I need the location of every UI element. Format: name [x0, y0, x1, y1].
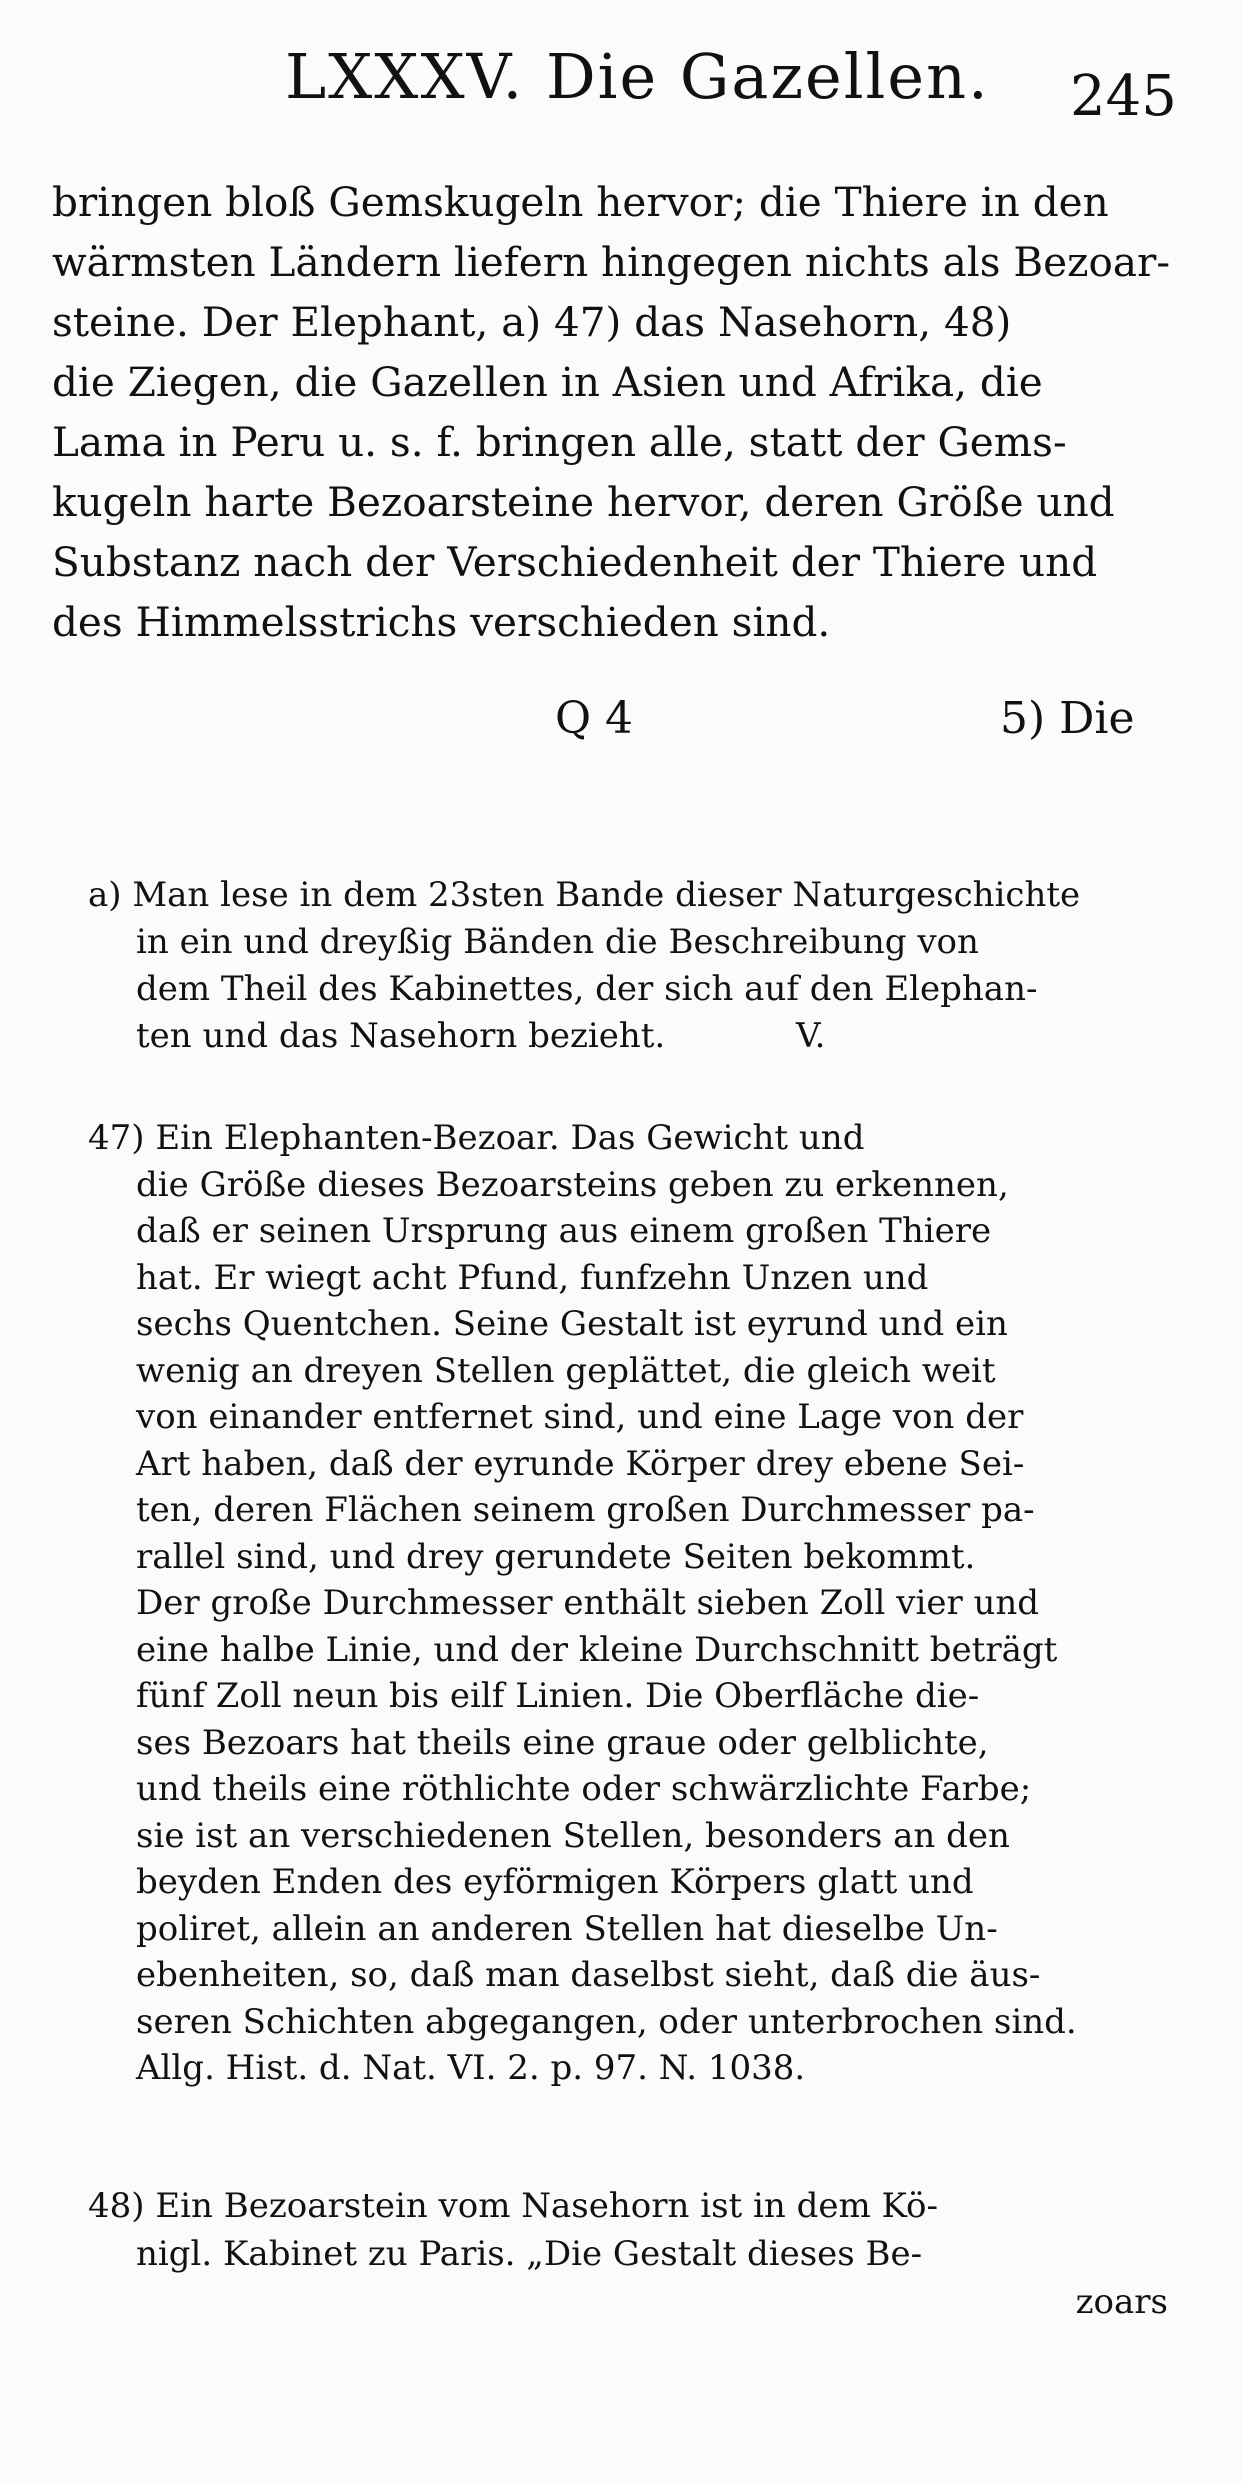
footnote-line: Art haben, daß der eyrunde Körper drey ebene Sei-	[136, 1443, 1025, 1484]
footnote-a	[88, 872, 1188, 1060]
footnote-line: und theils eine röthlichte oder schwärzlichte Farbe;	[136, 1769, 1032, 1809]
signature-row	[0, 693, 1242, 753]
main-text-line: bringen bloß Gemskugeln hervor; die Thiere in den	[52, 178, 1109, 226]
footnote-line: 47) Ein Elephanten-Bezoar. Das Gewicht und	[88, 1118, 865, 1158]
footnote-line: ebenheiten, so, daß man daselbst sieht, daß die äus-	[136, 1955, 1041, 1995]
catchword: 5) Die	[1000, 693, 1135, 744]
footnote-line: rallel sind, und drey gerundete Seiten bekommt.	[136, 1536, 976, 1577]
footnote-line: dem Theil des Kabinettes, der sich auf den Elephan-	[136, 969, 1038, 1009]
footnote-line: sechs Quentchen. Seine Gestalt ist eyrund und ein	[136, 1304, 1008, 1344]
main-text-line: kugeln harte Bezoarsteine hervor, deren Größe und	[52, 478, 1115, 526]
main-text-line: Substanz nach der Verschiedenheit der Thiere und	[52, 538, 1098, 586]
footnote-line: ten, deren Flächen seinem großen Durchmesser pa-	[136, 1490, 1035, 1530]
footnote-line: in ein und dreyßig Bänden die Beschreibung von	[136, 922, 979, 962]
main-text-line: wärmsten Ländern liefern hingegen nichts als Bezoar-	[52, 238, 1171, 286]
footnote-line: poliret, allein an anderen Stellen hat dieselbe Un-	[136, 1908, 998, 1949]
footnote-line: a) Man lese in dem 23sten Bande dieser Naturgeschichte	[88, 875, 1081, 915]
main-text-line: Lama in Peru u. s. f. bringen alle, statt der Gems-	[52, 418, 1067, 466]
main-text-block	[52, 172, 1182, 652]
footnote-line: Der große Durchmesser enthält sieben Zoll vier und	[136, 1583, 1040, 1623]
running-head-title: LXXXV. Die Gazellen.	[285, 40, 990, 113]
main-text-line: des Himmelsstrichs verschieden sind.	[52, 598, 831, 646]
footnote-line: 48) Ein Bezoarstein vom Nasehorn ist in dem Kö-	[88, 2186, 938, 2226]
footnote-citation: Allg. Hist. d. Nat. VI. 2. p. 97. N. 1038.	[136, 2048, 806, 2088]
footnote-line: beyden Enden des eyförmigen Körpers glatt und	[136, 1862, 974, 1902]
footnote-line: nigl. Kabinet zu Paris. „Die Gestalt dieses Be-	[136, 2234, 923, 2274]
page-number: 245	[1070, 64, 1177, 129]
footnote-line: ses Bezoars hat theils eine graue oder gelblichte,	[136, 1722, 989, 1763]
footnote-line: seren Schichten abgegangen, oder unterbrochen sind.	[136, 2001, 1077, 2042]
footnote-line: fünf Zoll neun bis eilf Linien. Die Oberfläche die-	[136, 1676, 980, 1716]
footnote-author-mark: V.	[796, 1016, 826, 1056]
footnote-line: die Größe dieses Bezoarsteins geben zu erkennen,	[136, 1164, 1009, 1205]
footnote-line-text: ten und das Nasehorn bezieht.	[136, 1016, 666, 1056]
footnote-line: daß er seinen Ursprung aus einem großen Thiere	[136, 1211, 992, 1251]
footnote-line: sie ist an verschiedenen Stellen, besonders an den	[136, 1815, 1010, 1856]
footnote-47	[88, 1115, 1188, 2092]
footnote-catchword: zoars	[1075, 2282, 1168, 2322]
signature-mark: Q 4	[555, 693, 634, 744]
main-text-line: steine. Der Elephant, a) 47) das Nasehorn, 48)	[52, 298, 1012, 346]
footnote-line: wenig an dreyen Stellen geplättet, die gleich weit	[136, 1350, 996, 1391]
footnote-line	[88, 1013, 1188, 1060]
footnote-48	[88, 2182, 1188, 2326]
footnote-line: hat. Er wiegt acht Pfund, funfzehn Unzen und	[136, 1257, 929, 1298]
footnote-line: von einander entfernet sind, und eine Lage von der	[136, 1397, 1024, 1437]
main-text-line: die Ziegen, die Gazellen in Asien und Afrika, die	[52, 358, 1043, 406]
footnote-line: eine halbe Linie, und der kleine Durchschnitt beträgt	[136, 1629, 1058, 1670]
